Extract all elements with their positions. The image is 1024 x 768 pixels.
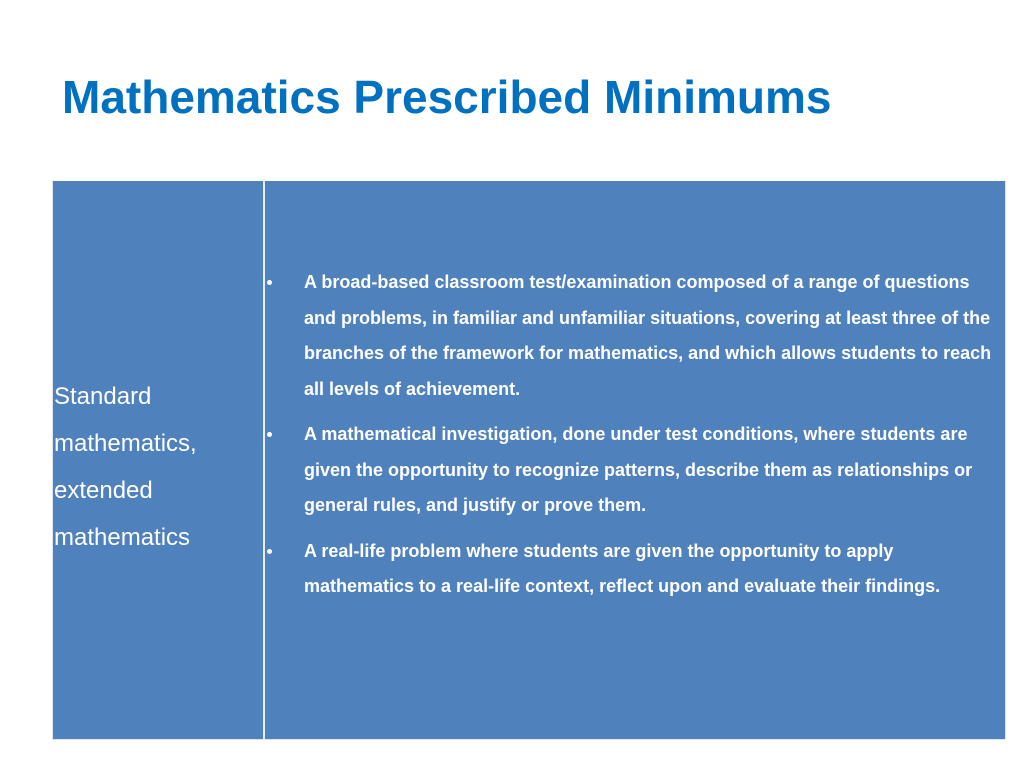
table-left-column	[53, 181, 265, 739]
requirements-table	[52, 181, 1006, 740]
list-item	[265, 265, 1005, 407]
list-item-text: A broad-based classroom test/examination composed of a range of questions and problems, in familiar and unfamiliar situations, covering at least three of the branches of the framework for mathematics, and which allows students to reach all levels of achievement.	[304, 272, 992, 399]
assessment-list	[265, 265, 1005, 615]
slide-title: Mathematics Prescribed Minimums	[62, 71, 832, 123]
course-name-cell: Standard mathematics, extended mathematics	[54, 383, 197, 551]
bullet-icon	[267, 432, 272, 437]
list-item	[265, 417, 1005, 524]
list-item-text: A mathematical investigation, done under test conditions, where students are given the opportunity to recognize patterns, describe them as relationships or general rules, and justify or prove them.	[304, 424, 973, 515]
table-right-column	[265, 181, 1005, 739]
list-item	[265, 534, 1005, 605]
bullet-icon	[267, 280, 272, 285]
bullet-icon	[267, 549, 272, 554]
list-item-text: A real-life problem where students are given the opportunity to apply mathematics to a real-life context, reflect upon and evaluate their findings.	[304, 540, 941, 596]
